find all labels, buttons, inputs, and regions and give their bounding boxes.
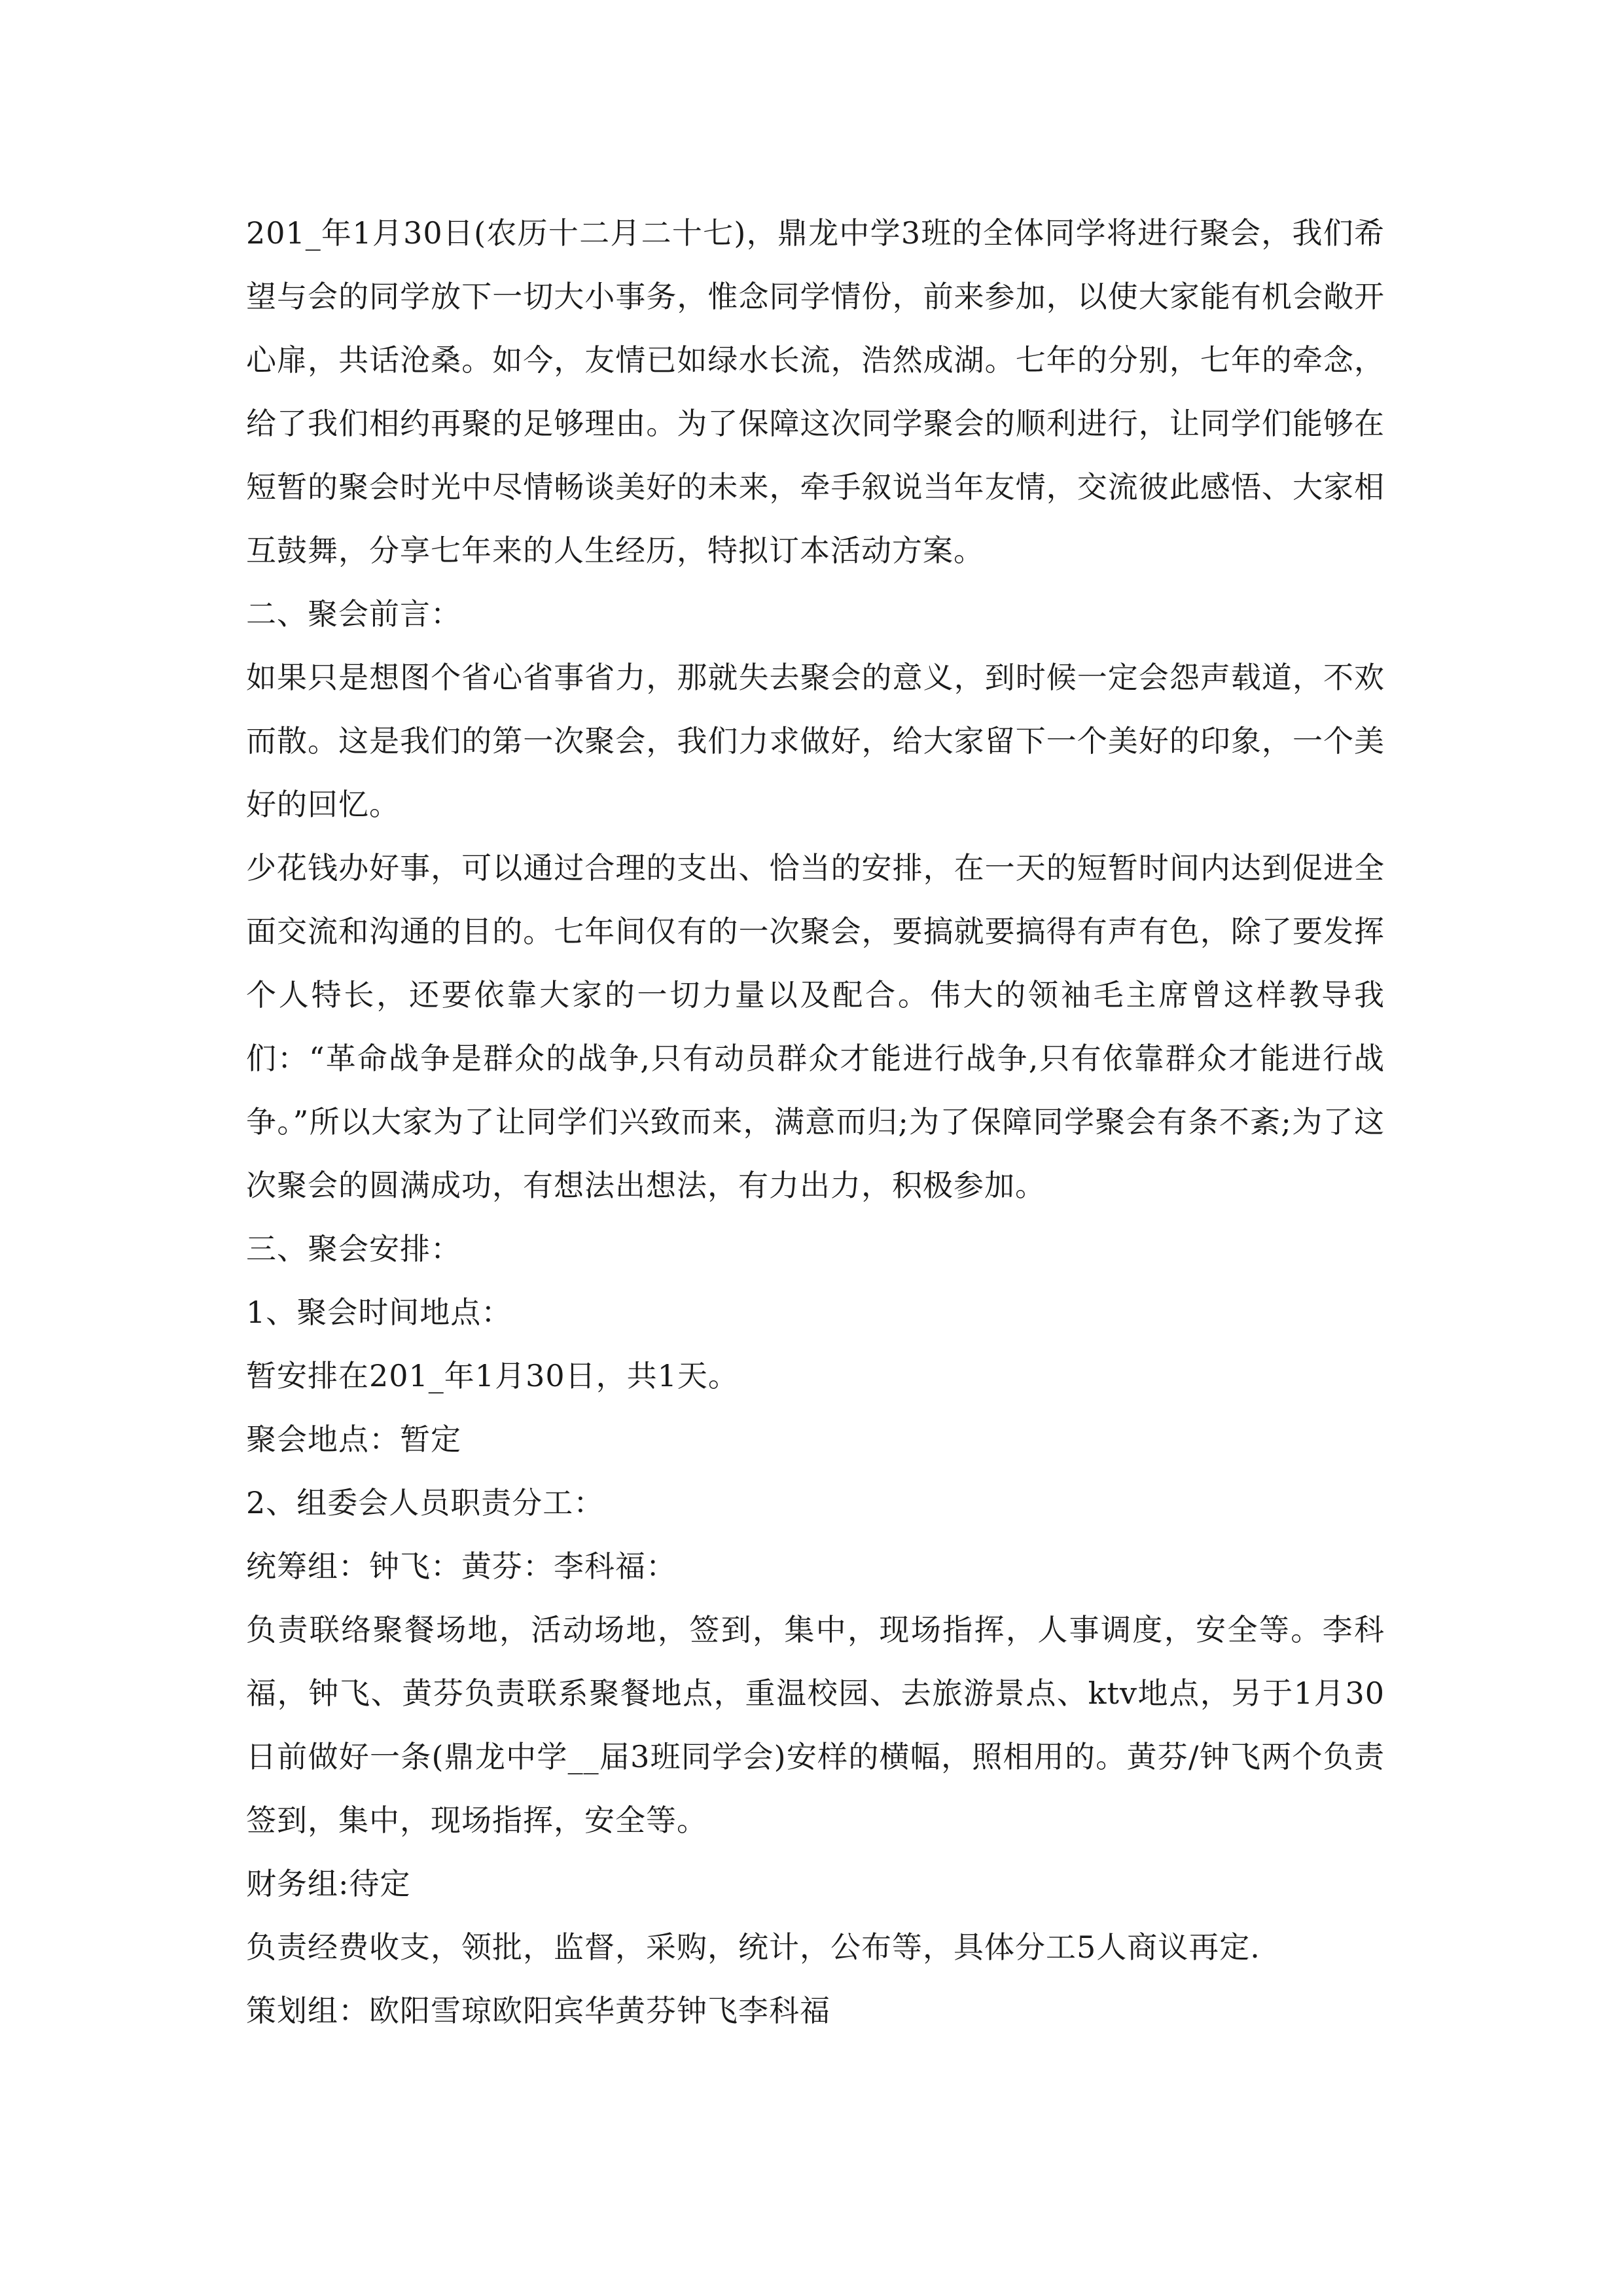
- section-heading-preface: 二、聚会前言：: [246, 596, 461, 632]
- finance-group: 财务组:待定: [246, 1866, 411, 1901]
- section-heading-arrangement: 三、聚会安排：: [246, 1231, 461, 1266]
- preface-paragraph-2: 少花钱办好事，可以通过合理的支出、恰当的安排，在一天的短暂时间内达到促进全面交流和沟通的目的。七年间仅有的一次聚会，要搞就要搞得有声有色，除了要发挥个人特长，还要依靠大家的一切力量以及配合。伟大的领袖毛主席曾这样教导我们：“革命战争是群众的战争,只有动员群众才能进行战争,只有依靠群众才能进行战争。”所以大家为了让同学们兴致而来，满意而归;为了保障同学聚会有条不紊;为了这次聚会的圆满成功，有想法出想法，有力出力，积极参加。: [246, 850, 1385, 1203]
- finance-duties: 负责经费收支，领批，监督，采购，统计，公布等，具体分工5人商议再定.: [246, 1929, 1260, 1965]
- subheading-time-place: 1、聚会时间地点：: [246, 1295, 512, 1330]
- coordination-group: 统筹组：钟飞：黄芬：李科福：: [246, 1549, 677, 1584]
- place-text: 聚会地点：暂定: [246, 1422, 461, 1457]
- intro-paragraph: 201_年1月30日(农历十二月二十七)，鼎龙中学3班的全体同学将进行聚会，我们希望与会的同学放下一切大小事务，惟念同学情份，前来参加，以使大家能有机会敞开心扉，共话沧桑。如今，友情已如绿水长流，浩然成湖。七年的分别，七年的牵念，给了我们相约再聚的足够理由。为了保障这次同学聚会的顺利进行，让同学们能够在短暂的聚会时光中尽情畅谈美好的未来，牵手叙说当年友情，交流彼此感悟、大家相互鼓舞，分享七年来的人生经历，特拟订本活动方案。: [246, 215, 1385, 568]
- coordination-duties: 负责联络聚餐场地，活动场地，签到，集中，现场指挥，人事调度，安全等。李科福，钟飞、黄芬负责联系聚餐地点，重温校园、去旅游景点、ktv地点，另于1月30日前做好一条(鼎龙中学__届3班同学会)安样的横幅，照相用的。黄芬/钟飞两个负责签到，集中，现场指挥，安全等。: [246, 1612, 1385, 1838]
- preface-paragraph-1: 如果只是想图个省心省事省力，那就失去聚会的意义，到时候一定会怨声载道，不欢而散。这是我们的第一次聚会，我们力求做好，给大家留下一个美好的印象，一个美好的回忆。: [246, 660, 1385, 822]
- planning-group: 策划组：欧阳雪琼欧阳宾华黄芬钟飞李科福: [246, 1993, 830, 2028]
- subheading-committee: 2、组委会人员职责分工：: [246, 1485, 605, 1520]
- time-text: 暂安排在201_年1月30日，共1天。: [246, 1358, 739, 1393]
- document-page: [246, 202, 1385, 2043]
